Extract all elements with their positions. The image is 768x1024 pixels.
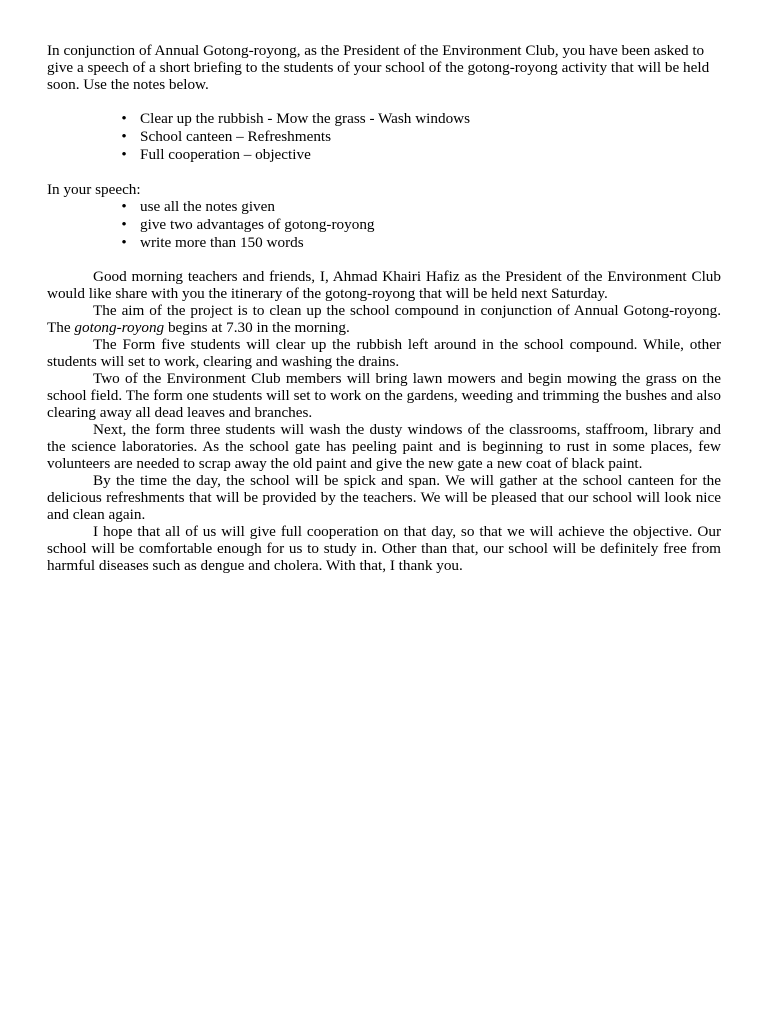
requirement-text: give two advantages of gotong-royong xyxy=(140,216,375,233)
requirement-item xyxy=(121,216,721,234)
note-text: Clear up the rubbish - Mow the grass - Wash windows xyxy=(140,110,471,127)
speech-paragraph: The Form five students will clear up the rubbish left around in the school compound. While, other students will set to work, clearing and washing the drains. xyxy=(47,336,721,370)
note-item xyxy=(121,146,721,164)
bullet-icon: • xyxy=(121,216,127,233)
speech-paragraph: Next, the form three students will wash the dusty windows of the classrooms, staffroom, library and the science laboratories. As the school gate has peeling paint and is beginning to rust in some places, few volunteers are needed to scrap away the old paint and give the new gate a new coat of black paint. xyxy=(47,421,721,472)
speech-heading: In your speech: xyxy=(47,181,141,198)
requirement-item xyxy=(121,198,721,216)
note-text: Full cooperation – objective xyxy=(140,146,311,163)
requirement-item xyxy=(121,234,721,252)
note-item xyxy=(121,110,721,128)
requirement-text: use all the notes given xyxy=(140,198,275,215)
note-text: School canteen – Refreshments xyxy=(140,128,332,145)
requirement-text: write more than 150 words xyxy=(140,234,304,251)
speech-emphasis: gotong-royong xyxy=(74,319,165,336)
prompt-intro: In conjunction of Annual Gotong-royong, as the President of the Environment Club, you have been asked to give a speech of a short briefing to the students of your school of the gotong-royong activity that will be held soon. Use the notes below. xyxy=(47,42,710,93)
bullet-icon: • xyxy=(121,198,127,215)
speech-paragraph: By the time the day, the school will be spick and span. We will gather at the school canteen for the delicious refreshments that will be provided by the teachers. We will be pleased that our school will look nice and clean again. xyxy=(47,472,721,523)
document-page xyxy=(47,42,721,574)
speech-paragraph: Good morning teachers and friends, I, Ahmad Khairi Hafiz as the President of the Environment Club would like share with you the itinerary of the gotong-royong that will be held next Saturday. xyxy=(47,268,721,302)
notes-list xyxy=(47,110,721,164)
speech-text: The aim of the project is to clean up the school compound in conjunction of Annual Gotong-royong. The xyxy=(47,302,721,336)
bullet-icon: • xyxy=(121,110,127,127)
bullet-icon: • xyxy=(121,146,127,163)
speech-text: begins at 7.30 in the morning. xyxy=(164,319,350,336)
note-item xyxy=(121,128,721,146)
speech-paragraph: I hope that all of us will give full cooperation on that day, so that we will achieve the objective. Our school will be comfortable enough for us to study in. Other than that, our school will be definitely free from harmful diseases such as dengue and cholera. With that, I thank you. xyxy=(47,523,721,574)
speech-paragraph xyxy=(47,302,721,336)
bullet-icon: • xyxy=(121,234,127,251)
speech-body xyxy=(47,268,721,574)
bullet-icon: • xyxy=(121,128,127,145)
speech-paragraph: Two of the Environment Club members will bring lawn mowers and begin mowing the grass on the school field. The form one students will set to work on the gardens, weeding and trimming the bushes and also clearing away all dead leaves and branches. xyxy=(47,370,721,421)
speech-requirements-list xyxy=(47,198,721,252)
